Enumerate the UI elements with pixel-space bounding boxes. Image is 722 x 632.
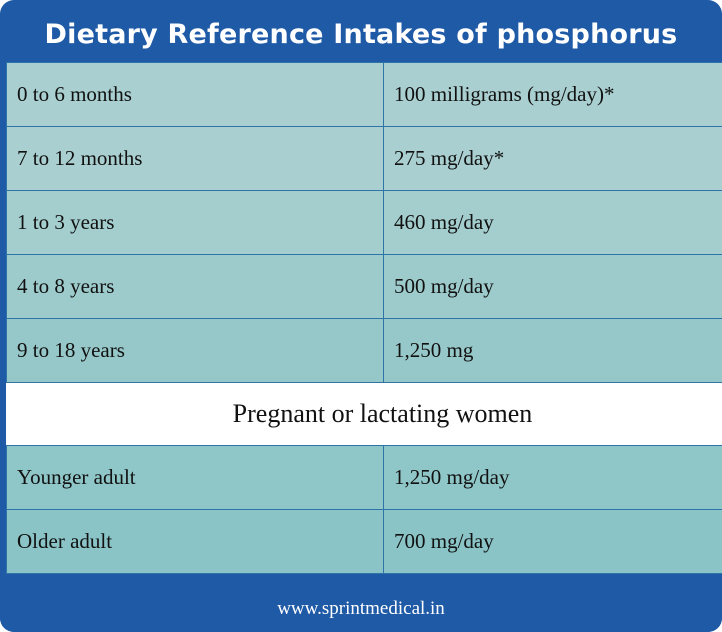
page-title: Dietary Reference Intakes of phosphorus: [44, 18, 678, 50]
amount-cell: 275 mg/day*: [384, 127, 722, 191]
age-cell: Younger adult: [7, 446, 384, 510]
age-cell: 9 to 18 years: [7, 319, 384, 383]
table-row: [7, 191, 722, 255]
amount-cell: 100 milligrams (mg/day)*: [384, 63, 722, 127]
amount-cell: 500 mg/day: [384, 255, 722, 319]
source-website: www.sprintmedical.in: [0, 586, 722, 632]
table-row: [7, 319, 722, 383]
subheader-label: Pregnant or lactating women: [7, 383, 722, 446]
age-cell: 1 to 3 years: [7, 191, 384, 255]
amount-cell: 460 mg/day: [384, 191, 722, 255]
amount-cell: 1,250 mg/day: [384, 446, 722, 510]
age-cell: 0 to 6 months: [7, 63, 384, 127]
age-cell: 7 to 12 months: [7, 127, 384, 191]
table-row: [7, 127, 722, 191]
table-row: [7, 446, 722, 510]
age-cell: 4 to 8 years: [7, 255, 384, 319]
amount-cell: 1,250 mg: [384, 319, 722, 383]
table-row: [7, 510, 722, 574]
age-cell: Older adult: [7, 510, 384, 574]
dri-table: [6, 62, 722, 574]
table-row: [7, 255, 722, 319]
table-row: [7, 63, 722, 127]
table-subheader-row: [7, 383, 722, 446]
amount-cell: 700 mg/day: [384, 510, 722, 574]
